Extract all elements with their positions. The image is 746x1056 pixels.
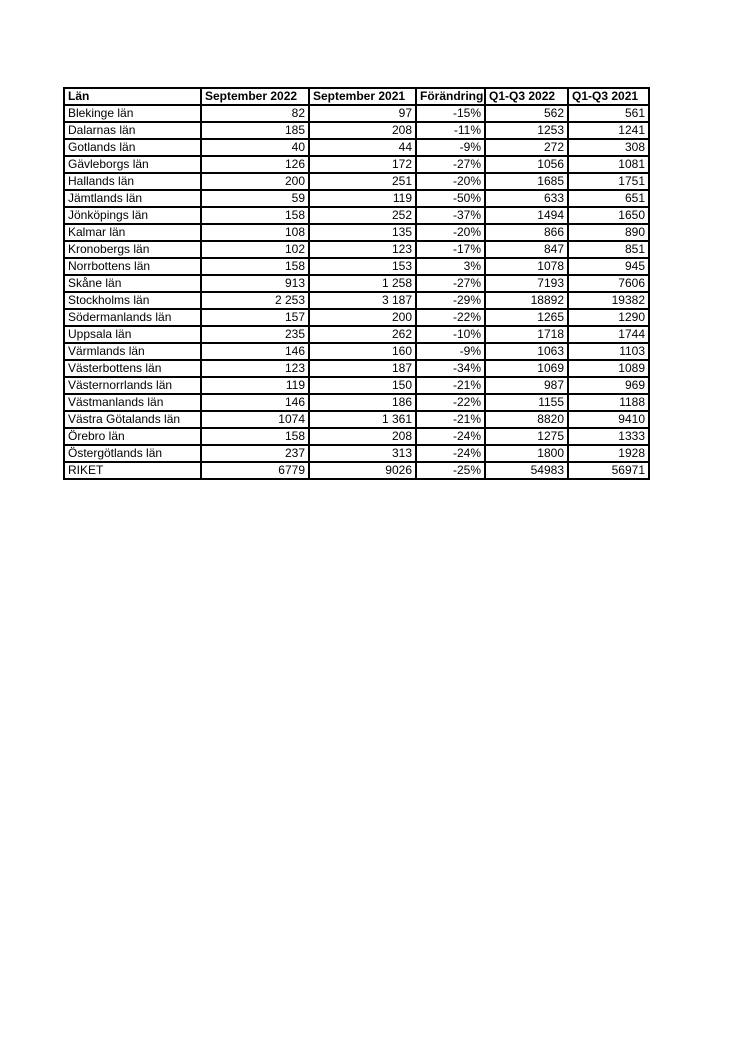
value-cell: 185 [201,122,309,139]
value-cell: -17% [416,241,485,258]
value-cell: 1074 [201,411,309,428]
value-cell: -21% [416,377,485,394]
value-cell: 1089 [568,360,649,377]
table-row [64,377,649,394]
header-cell: Förändring [416,88,485,105]
value-cell: 187 [309,360,416,377]
county-name-cell: Södermanlands län [64,309,201,326]
value-cell: 119 [309,190,416,207]
value-cell: 200 [201,173,309,190]
value-cell: 97 [309,105,416,122]
table-row [64,105,649,122]
value-cell: 6779 [201,462,309,479]
table-row [64,156,649,173]
value-cell: 158 [201,258,309,275]
table-row [64,173,649,190]
value-cell: 3% [416,258,485,275]
header-row [64,88,649,105]
value-cell: 866 [485,224,568,241]
value-cell: 126 [201,156,309,173]
value-cell: 251 [309,173,416,190]
value-cell: -27% [416,156,485,173]
value-cell: -20% [416,224,485,241]
value-cell: 3 187 [309,292,416,309]
county-name-cell: Örebro län [64,428,201,445]
county-name-cell: Jönköpings län [64,207,201,224]
county-name-cell: Uppsala län [64,326,201,343]
value-cell: -11% [416,122,485,139]
value-cell: 160 [309,343,416,360]
value-cell: 150 [309,377,416,394]
county-name-cell: Dalarnas län [64,122,201,139]
value-cell: 561 [568,105,649,122]
value-cell: 44 [309,139,416,156]
value-cell: 18892 [485,292,568,309]
county-name-cell: Östergötlands län [64,445,201,462]
county-name-cell: Kronobergs län [64,241,201,258]
value-cell: 1718 [485,326,568,343]
value-cell: 1069 [485,360,568,377]
value-cell: 1103 [568,343,649,360]
value-cell: -29% [416,292,485,309]
header-cell: September 2021 [309,88,416,105]
value-cell: 1494 [485,207,568,224]
value-cell: -27% [416,275,485,292]
value-cell: 945 [568,258,649,275]
value-cell: 172 [309,156,416,173]
table-row [64,326,649,343]
table-row [64,258,649,275]
county-name-cell: Hallands län [64,173,201,190]
value-cell: 1081 [568,156,649,173]
county-name-cell: Västerbottens län [64,360,201,377]
value-cell: 272 [485,139,568,156]
value-cell: 1078 [485,258,568,275]
value-cell: 237 [201,445,309,462]
value-cell: 1265 [485,309,568,326]
value-cell: 102 [201,241,309,258]
table-row [64,428,649,445]
county-statistics-table [63,87,650,480]
table-row [64,292,649,309]
value-cell: 987 [485,377,568,394]
value-cell: -10% [416,326,485,343]
value-cell: 633 [485,190,568,207]
value-cell: 235 [201,326,309,343]
value-cell: 1650 [568,207,649,224]
value-cell: -20% [416,173,485,190]
table-row [64,275,649,292]
value-cell: 123 [201,360,309,377]
value-cell: -15% [416,105,485,122]
value-cell: 1928 [568,445,649,462]
value-cell: 851 [568,241,649,258]
value-cell: 1063 [485,343,568,360]
value-cell: 847 [485,241,568,258]
value-cell: 1751 [568,173,649,190]
value-cell: -34% [416,360,485,377]
header-cell: September 2022 [201,88,309,105]
value-cell: -24% [416,428,485,445]
value-cell: -24% [416,445,485,462]
value-cell: 54983 [485,462,568,479]
header-cell: Q1-Q3 2021 [568,88,649,105]
value-cell: -37% [416,207,485,224]
value-cell: 208 [309,428,416,445]
table-row [64,411,649,428]
table-header [64,88,649,105]
value-cell: 200 [309,309,416,326]
value-cell: 146 [201,394,309,411]
table-row [64,122,649,139]
value-cell: 313 [309,445,416,462]
county-name-cell: Stockholms län [64,292,201,309]
value-cell: 252 [309,207,416,224]
value-cell: -50% [416,190,485,207]
value-cell: 9026 [309,462,416,479]
value-cell: 7193 [485,275,568,292]
value-cell: 890 [568,224,649,241]
county-name-cell: Jämtlands län [64,190,201,207]
table-row [64,445,649,462]
value-cell: 19382 [568,292,649,309]
value-cell: 7606 [568,275,649,292]
county-name-cell: Gotlands län [64,139,201,156]
value-cell: -22% [416,394,485,411]
value-cell: 1290 [568,309,649,326]
table-row [64,224,649,241]
table-row [64,241,649,258]
value-cell: 1800 [485,445,568,462]
value-cell: 308 [568,139,649,156]
value-cell: -22% [416,309,485,326]
county-name-cell: Västernorrlands län [64,377,201,394]
value-cell: 262 [309,326,416,343]
value-cell: 1253 [485,122,568,139]
header-cell: Län [64,88,201,105]
value-cell: 969 [568,377,649,394]
value-cell: -21% [416,411,485,428]
value-cell: 1333 [568,428,649,445]
county-name-cell: Västra Götalands län [64,411,201,428]
value-cell: -9% [416,343,485,360]
value-cell: -25% [416,462,485,479]
table-row [64,360,649,377]
value-cell: 1 361 [309,411,416,428]
header-cell: Q1-Q3 2022 [485,88,568,105]
value-cell: 1 258 [309,275,416,292]
value-cell: 158 [201,428,309,445]
value-cell: 40 [201,139,309,156]
table-row [64,139,649,156]
value-cell: 59 [201,190,309,207]
value-cell: 56971 [568,462,649,479]
value-cell: 1241 [568,122,649,139]
table-row [64,462,649,479]
value-cell: -9% [416,139,485,156]
value-cell: 1056 [485,156,568,173]
value-cell: 9410 [568,411,649,428]
value-cell: 562 [485,105,568,122]
county-name-cell: Västmanlands län [64,394,201,411]
value-cell: 153 [309,258,416,275]
value-cell: 123 [309,241,416,258]
county-name-cell: Norrbottens län [64,258,201,275]
value-cell: 8820 [485,411,568,428]
value-cell: 1188 [568,394,649,411]
county-name-cell: Värmlands län [64,343,201,360]
value-cell: 1275 [485,428,568,445]
county-name-cell: Gävleborgs län [64,156,201,173]
value-cell: 158 [201,207,309,224]
table-row [64,207,649,224]
value-cell: 146 [201,343,309,360]
county-name-cell: Skåne län [64,275,201,292]
value-cell: 651 [568,190,649,207]
table-row [64,309,649,326]
table-row [64,190,649,207]
value-cell: 119 [201,377,309,394]
value-cell: 913 [201,275,309,292]
table-body [64,105,649,479]
value-cell: 208 [309,122,416,139]
value-cell: 108 [201,224,309,241]
table-row [64,343,649,360]
table-row [64,394,649,411]
value-cell: 82 [201,105,309,122]
value-cell: 186 [309,394,416,411]
value-cell: 135 [309,224,416,241]
value-cell: 2 253 [201,292,309,309]
value-cell: 1685 [485,173,568,190]
county-name-cell: Kalmar län [64,224,201,241]
value-cell: 1744 [568,326,649,343]
county-name-cell: Blekinge län [64,105,201,122]
value-cell: 1155 [485,394,568,411]
value-cell: 157 [201,309,309,326]
county-name-cell: RIKET [64,462,201,479]
